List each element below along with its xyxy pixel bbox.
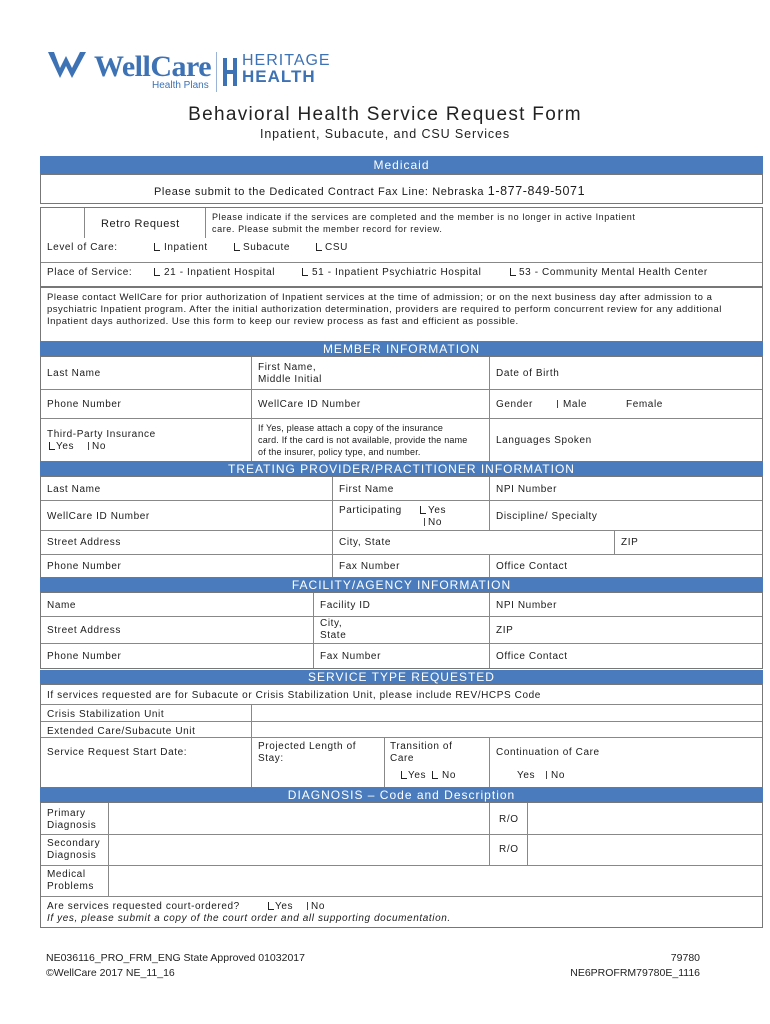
service-code-note: If services requested are for Subacute or Crisis Stabilization Unit, please include REV/HCPS Code [47, 690, 541, 701]
participating-yes-radio[interactable] [420, 506, 426, 514]
place-21-checkbox[interactable] [154, 268, 160, 276]
transition-of-care-label-2: Care [390, 753, 415, 764]
retro-cell-right-divider [205, 208, 206, 238]
provider-zip-divider [614, 531, 615, 554]
member-row-divider-1 [41, 389, 762, 390]
csu-checkbox[interactable] [316, 243, 322, 251]
facility-info-table [40, 592, 763, 669]
inpatient-checkbox[interactable] [154, 243, 160, 251]
footer-form-code: NE036116_PRO_FRM_ENG State Approved 01032017 [46, 952, 305, 964]
provider-col-divider-1 [332, 477, 333, 577]
place-51-checkbox[interactable] [302, 268, 308, 276]
heritage-logo-top: HERITAGE [242, 52, 331, 69]
continuation-no-option: No [551, 770, 565, 781]
length-of-stay-label-2: Stay: [258, 753, 284, 764]
insurance-no-radio[interactable] [88, 442, 91, 450]
provider-col-divider-2b [489, 555, 490, 577]
secondary-ro-label: R/O [499, 844, 519, 855]
third-party-insurance-label: Third-Party Insurance [47, 429, 156, 440]
provider-wellcare-id-label: WellCare ID Number [47, 511, 150, 522]
transition-of-care-label: Transition of [390, 741, 453, 752]
medical-problems-label-2: Problems [47, 881, 95, 892]
secondary-ro-field[interactable] [528, 835, 762, 865]
member-first-name-label: First Name, [258, 362, 317, 373]
medical-problems-label: Medical [47, 869, 86, 880]
provider-discipline-label: Discipline/ Specialty [496, 511, 598, 522]
facility-col-divider-1 [313, 593, 314, 668]
start-date-label: Service Request Start Date: [47, 747, 188, 758]
facility-col-divider-2 [489, 593, 490, 668]
fax-instruction: Please submit to the Dedicated Contract Fax Line: Nebraska 1-877-849-5071 [154, 184, 586, 198]
court-no-option: No [311, 901, 325, 912]
court-yes-radio[interactable] [268, 902, 274, 910]
length-of-stay-label: Projected Length of [258, 741, 357, 752]
secondary-diagnosis-field[interactable] [109, 835, 489, 865]
transition-yes-radio[interactable] [401, 771, 407, 779]
heritage-h-icon [222, 56, 240, 88]
primary-ro-label: R/O [499, 814, 519, 825]
facility-npi-label: NPI Number [496, 600, 558, 611]
provider-office-contact-label: Office Contact [496, 561, 568, 572]
provider-info-table [40, 476, 763, 578]
provider-info-band: TREATING PROVIDER/PRACTITIONER INFORMATION [40, 462, 763, 476]
provider-row-divider-3 [41, 554, 762, 555]
facility-zip-label: ZIP [496, 625, 514, 636]
primary-diagnosis-label: Primary [47, 808, 86, 819]
facility-phone-label: Phone Number [47, 651, 122, 662]
insurance-note-line1: If Yes, please attach a copy of the insurance [258, 423, 444, 433]
continuation-no-radio[interactable] [546, 771, 549, 779]
service-col-divider-2 [384, 738, 385, 787]
wellcare-swoosh-icon [46, 48, 96, 82]
authorization-notice: Please contact WellCare for prior authorization of Inpatient services at the time of admission; or on the next business day after admission to a psychiatric Inpatient program. After the initial authorization determination, providers are required to perform concurrent review for any additional Inpatient days authorized. Use this form to keep our review process as fast and efficient as possible. [47, 292, 722, 327]
court-order-note: If yes, please submit a copy of the court order and all supporting documentation. [47, 913, 451, 924]
participating-no-option: No [428, 517, 442, 528]
form-subtitle: Inpatient, Subacute, and CSU Services [259, 127, 511, 141]
retro-note-line2: care. Please submit the member record for review. [212, 224, 443, 234]
secondary-diagnosis-label: Secondary [47, 838, 101, 849]
provider-col-divider-2a [489, 477, 490, 530]
facility-id-label: Facility ID [320, 600, 371, 611]
facility-info-band: FACILITY/AGENCY INFORMATION [40, 578, 763, 592]
insurance-note-line3: of the insurer, policy type, and number. [258, 447, 421, 457]
place-21-option: 21 - Inpatient Hospital [164, 267, 276, 278]
facility-state-label: State [320, 630, 347, 641]
transition-no-option: No [442, 770, 456, 781]
retro-note-line1: Please indicate if the services are completed and the member is no longer in active Inpatient [212, 212, 636, 222]
provider-street-label: Street Address [47, 537, 121, 548]
participating-label: Participating [339, 505, 402, 516]
court-ordered-question: Are services requested court-ordered? [47, 901, 240, 912]
fax-number: 1-877-849-5071 [487, 184, 586, 198]
member-info-band: MEMBER INFORMATION [40, 342, 763, 356]
service-type-band: SERVICE TYPE REQUESTED [40, 670, 763, 684]
facility-office-contact-label: Office Contact [496, 651, 568, 662]
provider-fax-label: Fax Number [339, 561, 401, 572]
wellcare-heritage-logo [46, 46, 336, 94]
extended-care-code-field[interactable] [252, 722, 762, 737]
primary-ro-field[interactable] [528, 803, 762, 834]
member-last-name-label: Last Name [47, 368, 101, 379]
footer-form-number: 79780 [670, 952, 700, 964]
form-title: Behavioral Health Service Request Form [188, 104, 582, 125]
retro-request-label: Retro Request [101, 218, 180, 230]
male-option: Male [563, 399, 588, 410]
medicaid-band: Medicaid [40, 156, 763, 174]
service-row-divider-3 [41, 737, 762, 738]
insurance-yes-option: Yes [56, 441, 75, 452]
subacute-checkbox[interactable] [234, 243, 240, 251]
member-phone-label: Phone Number [47, 399, 122, 410]
facility-street-label: Street Address [47, 625, 121, 636]
male-radio[interactable] [557, 400, 560, 408]
participating-no-radio[interactable] [424, 518, 427, 526]
place-53-option: 53 - Community Mental Health Center [519, 267, 708, 278]
member-dob-label: Date of Birth [496, 368, 560, 379]
transition-no-radio[interactable] [432, 771, 438, 779]
member-row-divider-2 [41, 418, 762, 419]
facility-city-label: City, [320, 618, 343, 629]
provider-phone-label: Phone Number [47, 561, 122, 572]
member-col-divider-2 [489, 357, 490, 461]
footer-form-id: NE6PROFRM79780E_1116 [570, 967, 700, 979]
continuation-of-care-label: Continuation of Care [496, 747, 600, 758]
insurance-yes-radio[interactable] [49, 442, 55, 450]
facility-name-label: Name [47, 600, 77, 611]
facility-row-divider-1 [41, 616, 762, 617]
insurance-no-option: No [92, 441, 106, 452]
primary-diagnosis-label-2: Diagnosis [47, 820, 97, 831]
csu-service-label: Crisis Stabilization Unit [47, 709, 165, 720]
diagnosis-band: DIAGNOSIS – Code and Description [40, 788, 763, 802]
court-no-radio[interactable] [307, 902, 310, 910]
primary-diagnosis-field[interactable] [109, 803, 489, 834]
subacute-option: Subacute [243, 242, 291, 253]
continuation-yes-option: Yes [517, 770, 536, 781]
facility-fax-label: Fax Number [320, 651, 382, 662]
facility-row-divider-2 [41, 643, 762, 644]
logo-divider [216, 52, 217, 92]
place-51-option: 51 - Inpatient Psychiatric Hospital [312, 267, 482, 278]
csu-option: CSU [325, 242, 348, 253]
medical-problems-field[interactable] [109, 866, 762, 896]
diagnosis-row-divider-3 [41, 896, 762, 897]
languages-spoken-label: Languages Spoken [496, 435, 592, 446]
extended-care-label: Extended Care/Subacute Unit [47, 726, 196, 737]
provider-zip-label: ZIP [621, 537, 639, 548]
inpatient-option: Inpatient [164, 242, 208, 253]
insurance-note-line2: card. If the card is not available, provide the name [258, 435, 468, 445]
court-yes-option: Yes [275, 901, 294, 912]
provider-last-name-label: Last Name [47, 484, 101, 495]
participating-yes-option: Yes [428, 505, 447, 516]
member-wellcare-id-label: WellCare ID Number [258, 399, 361, 410]
member-gender-label: Gender [496, 399, 533, 410]
member-middle-initial-label: Middle Initial [258, 374, 322, 385]
provider-npi-label: NPI Number [496, 484, 558, 495]
provider-row-divider-1 [41, 500, 762, 501]
member-col-divider-1 [251, 357, 252, 461]
wellcare-logo-subtext: Health Plans [152, 80, 209, 91]
place-53-checkbox[interactable] [510, 268, 516, 276]
provider-first-name-label: First Name [339, 484, 394, 495]
secondary-diagnosis-label-2: Diagnosis [47, 850, 97, 861]
provider-row-divider-2 [41, 530, 762, 531]
place-of-service-label: Place of Service: [47, 267, 133, 278]
transition-yes-option: Yes [408, 770, 427, 781]
level-of-care-label: Level of Care: [47, 242, 118, 253]
footer-copyright: ©WellCare 2017 NE_11_16 [46, 967, 175, 979]
provider-city-state-label: City, State [339, 537, 391, 548]
service-col-divider-3 [489, 738, 490, 787]
female-option: Female [626, 399, 663, 410]
request-row-divider [41, 262, 762, 263]
wellcare-logo-text: WellCare [94, 50, 212, 83]
retro-cell-left-divider [84, 208, 85, 238]
csu-code-field[interactable] [252, 705, 762, 721]
heritage-logo-bottom: HEALTH [242, 67, 316, 86]
